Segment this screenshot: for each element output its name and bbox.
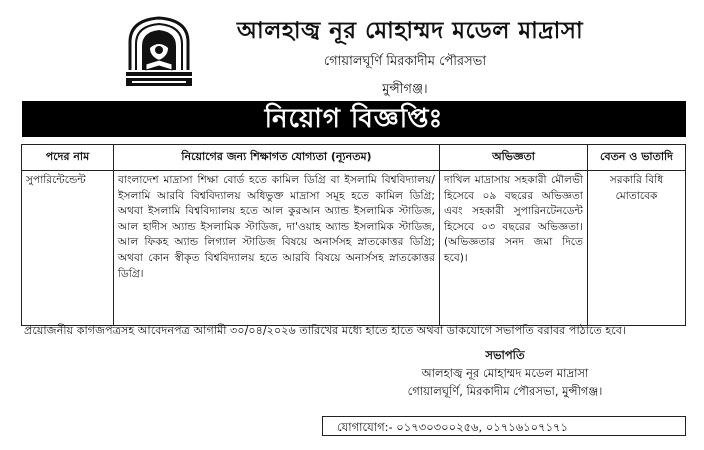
cell-post: সুপারিন্টেন্ডেন্ট <box>22 171 114 326</box>
signature-line-2: গোয়ালঘূর্ণি, মিরকাদীম পৌরসভা, মুন্সীগঞ্জ। <box>407 384 603 398</box>
address-line-2: মুন্সীগঞ্জ। <box>382 82 428 97</box>
cell-salary: সরকারি বিধি মোতাবেক <box>588 171 686 326</box>
header-post: পদের নাম <box>22 145 114 171</box>
notice-banner: নিয়োগ বিজ্ঞপ্তিঃ <box>22 101 686 137</box>
cell-qualification: বাংলাদেশ মাদ্রাসা শিক্ষা বোর্ড হতে কামিল ডিগ্রি বা ইসলামি বিশ্ববিদ্যালয়/ইসলামি আরবি বিশ্ববিদ্যালয় অধিভুক্ত মাদ্রাসা সমূহ হতে কামিল ডিগ্রি; অথবা ইসলামি বিশ্ববিদ্যালয় হতে আল কুরআন অ্যান্ড ইসলামিক স্টাডিজ, আল হাদীস অ্যান্ড ইসলামিক স্টাডিজ, দা'ওয়াহ অ্যান্ড ইসলামিক স্টাডিজ, আল ফিকহ অ্যান্ড লিগ্যাল স্টাডিজ বিষয়ে অনার্সসহ স্নাতকোত্তর ডিগ্রি; অথবা কোন স্বীকৃত বিশ্ববিদ্যালয় হতে আরবি বিষয়ে অনার্সসহ স্নাতকোত্তর ডিগ্রি। <box>114 171 440 326</box>
application-instructions: প্রয়োজনীয় কাগজপত্রসহ আবেদনপত্র আগামী ৩০/০৪/২০২৬ তারিখের মধ্যে হাতে হাতে অথবা ডাকযোগে সভাপতি বরাবর পাঠাতে হবে। <box>24 324 627 337</box>
header-qualification: নিয়োগের জন্য শিক্ষাগত যোগ্যতা (ন্যূনতম) <box>114 145 440 171</box>
signature-title: সভাপতি <box>485 348 525 362</box>
table-row <box>22 171 686 326</box>
cell-experience: দাখিল মাদ্রাসায় সহকারী মৌলভী হিসেবে ০৯ বছরের অভিজ্ঞতা এবং সহকারী সুপারিনটেনডেন্ট হিসেবে ০৩ বছরের অভিজ্ঞতা। (অভিজ্ঞতার সনদ জমা দিতে হবে)। <box>440 171 588 326</box>
madrasa-title: আলহাজ্ব নূর মোহাম্মদ মডেল মাদ্রাসা <box>236 18 584 44</box>
table-header-row <box>22 145 686 171</box>
signature-line-1: আলহাজ্ব নূর মোহাম্মদ মডেল মাদ্রাসা <box>421 366 589 380</box>
signature-block <box>330 346 680 400</box>
header-experience: অভিজ্ঞতা <box>440 145 588 171</box>
header-salary: বেতন ও ভাতাদি <box>588 145 686 171</box>
recruitment-table <box>21 144 686 326</box>
address-line-1: গোয়ালঘূর্ণি মিরকাদীম পৌরসভা <box>323 54 487 69</box>
madrasa-logo-icon <box>122 14 196 90</box>
contact-box: যোগাযোগ:- ০১৭৩০৩০০২৫৬, ০১৭১৬১০৭১৭১ <box>322 416 686 436</box>
